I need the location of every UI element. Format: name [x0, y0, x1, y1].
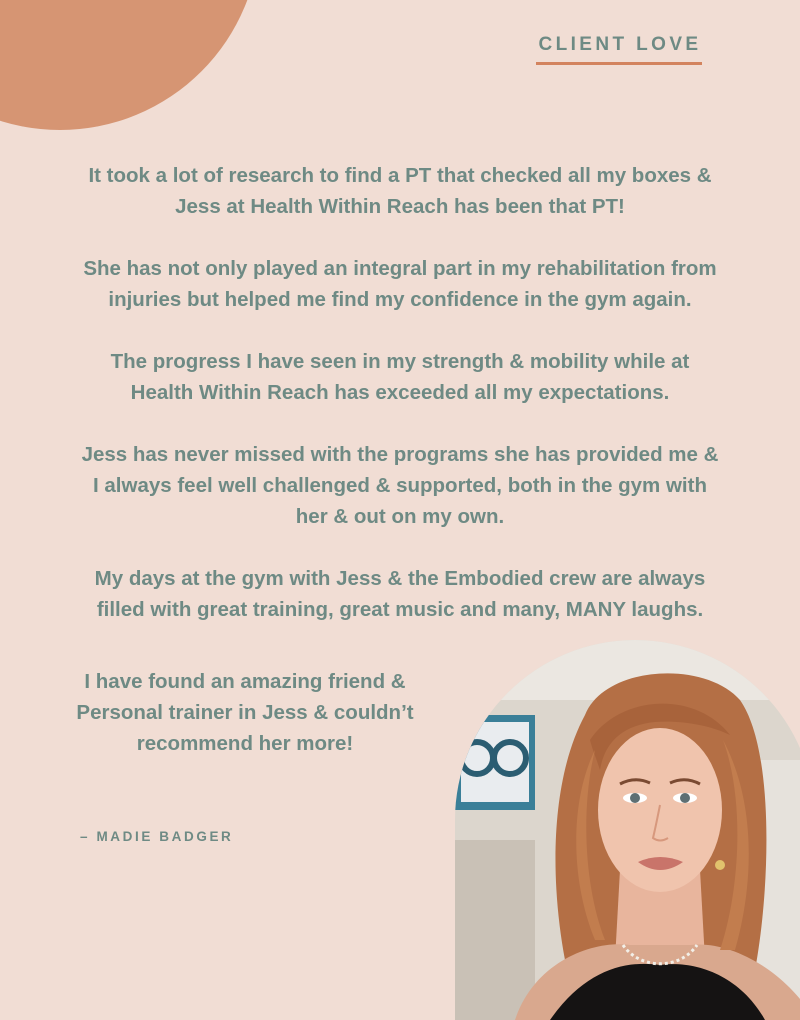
client-portrait	[455, 640, 800, 1020]
testimonial-closing	[40, 666, 450, 759]
text-line: I always feel well challenged & supported, both in the gym with	[93, 474, 707, 497]
text-line: Jess at Health Within Reach has been that PT!	[175, 195, 625, 218]
testimonial-body	[40, 160, 760, 656]
client-name: – MADIE BADGER	[80, 829, 234, 844]
section-title: CLIENT LOVE	[538, 34, 702, 55]
text-line: Personal trainer in Jess & couldn’t	[76, 701, 414, 724]
text-line: Jess has never missed with the programs she has provided me &	[81, 443, 719, 466]
decorative-circle	[0, 0, 260, 130]
testimonial-paragraph	[40, 563, 760, 625]
text-line: She has not only played an integral part in my rehabilitation from	[83, 257, 717, 280]
testimonial-paragraph	[40, 346, 760, 408]
text-line: It took a lot of research to find a PT that checked all my boxes &	[88, 164, 712, 187]
text-line: The progress I have seen in my strength & mobility while at	[110, 350, 690, 373]
text-line: filled with great training, great music and many, MANY laughs.	[96, 598, 704, 621]
text-line: her & out on my own.	[295, 505, 505, 528]
text-line: Health Within Reach has exceeded all my expectations.	[130, 381, 670, 404]
testimonial-paragraph	[40, 160, 760, 222]
testimonial-paragraph	[40, 253, 760, 315]
text-line: injuries but helped me find my confidence in the gym again.	[108, 288, 692, 311]
title-underline	[536, 62, 702, 65]
text-line: My days at the gym with Jess & the Embodied crew are always	[94, 567, 706, 590]
text-line: I have found an amazing friend &	[84, 670, 406, 693]
testimonial-paragraph	[40, 439, 760, 532]
text-line: recommend her more!	[136, 732, 354, 755]
